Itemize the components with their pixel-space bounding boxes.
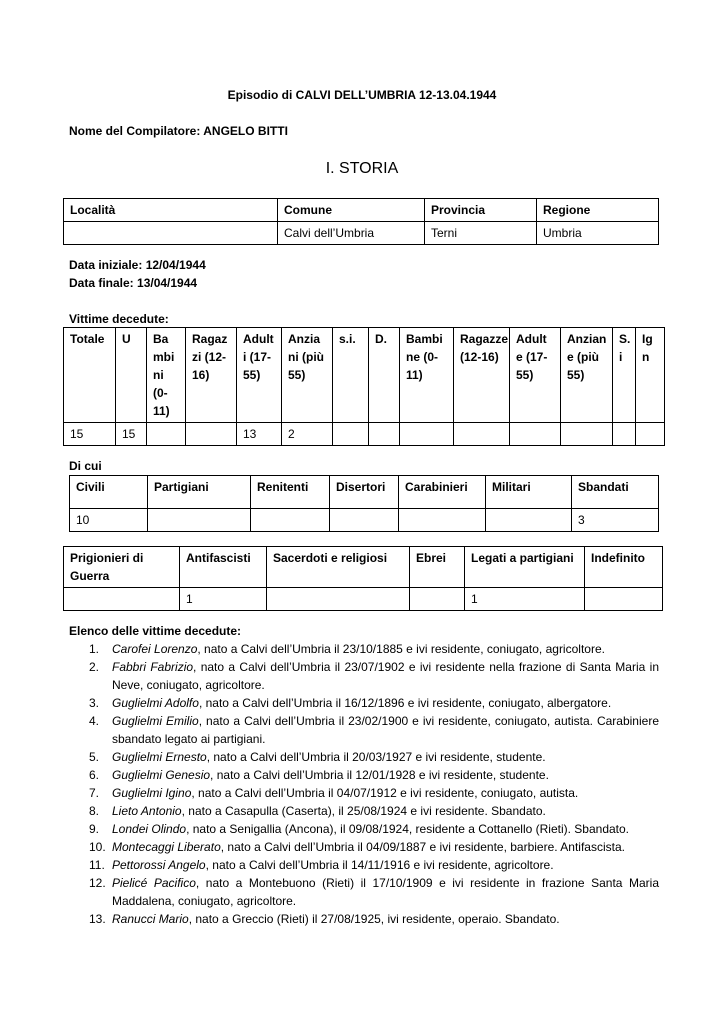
dicui-cell: 3 [572,509,659,532]
list-item [69,766,659,784]
list-item [69,802,659,820]
victim-details: , nato a Calvi dell’Umbria il 16/12/1896 e ivi residente, coniugato, albergatore. [198,696,612,710]
dicui-header-cell: Militari [486,476,572,509]
victims-header-cell: Ragazze (12-16) [454,328,510,423]
list-item-number: 7. [89,786,100,800]
list-item [69,784,659,802]
dicui-cell [486,509,572,532]
victims-header-cell: U [116,328,147,423]
prisoners-cell [267,588,410,611]
victim-name: Lieto Antonio [112,804,182,818]
victims-header-cell: Bambi ne (0- 11) [400,328,454,423]
victims-header-cell: Anzia ni (più 55) [282,328,333,423]
dicui-cell: 10 [70,509,148,532]
victims-cell [186,423,237,446]
location-header-cell: Comune [278,199,425,222]
list-item [69,658,659,694]
victims-table [63,327,665,446]
victims-cell [613,423,636,446]
dicui-cell [148,509,251,532]
victim-name: Guglielmi Ernesto [112,750,207,764]
victims-cell [333,423,369,446]
victims-cell: 15 [116,423,147,446]
victim-name: Guglielmi Emilio [112,714,199,728]
victims-header-cell: Ig n [636,328,665,423]
victim-name: Ranucci Mario [112,912,189,926]
end-date: Data finale: 13/04/1944 [69,276,198,290]
victim-details: , nato a Calvi dell’Umbria il 12/01/1928 e ivi residente, studente. [210,768,549,782]
victims-cell [561,423,613,446]
prisoners-cell: 1 [465,588,585,611]
victim-name: Montecaggi Liberato [112,840,221,854]
list-item-number: 5. [89,750,100,764]
dicui-cell [251,509,330,532]
dicui-label: Di cui [69,459,102,473]
prisoners-header-row [64,547,663,588]
list-item [69,874,659,910]
prisoners-header-cell: Indefinito [585,547,663,588]
list-item [69,748,659,766]
victims-header-cell: Anzian e (più 55) [561,328,613,423]
section-title: I. STORIA [325,160,399,177]
list-item-number: 2. [89,660,100,674]
location-header-cell: Regione [537,199,659,222]
victim-name: Londei Olindo [112,822,187,836]
victim-details: , nato a Calvi dell’Umbria il 04/09/1887 e ivi residente, barbiere. Antifascista. [220,840,625,854]
list-item [69,694,659,712]
victims-header-cell: Adult e (17- 55) [510,328,561,423]
list-item-number: 6. [89,768,100,782]
prisoners-header-cell: Ebrei [410,547,465,588]
location-cell [64,222,278,245]
prisoners-header-cell: Sacerdoti e religiosi [267,547,410,588]
prisoners-header-cell: Antifascisti [180,547,267,588]
list-item-number: 9. [89,822,100,836]
victim-name: Pielicé Pacifico [112,876,196,890]
victims-header-cell: Ba mbi ni (0- 11) [147,328,186,423]
victims-cell: 13 [237,423,282,446]
prisoners-cell [410,588,465,611]
prisoners-header-cell: Prigionieri di Guerra [64,547,180,588]
victims-header-cell: Adult i (17- 55) [237,328,282,423]
prisoners-cell [64,588,180,611]
victims-list-label: Elenco delle vittime decedute: [69,624,242,638]
victim-details: , nato a Calvi dell’Umbria il 23/10/1885 e ivi residente, coniugato, agricoltore. [197,642,605,656]
victims-cell: 15 [64,423,116,446]
victim-details: , nato a Calvi dell’Umbria il 04/07/1912 e ivi residente, coniugato, autista. [191,786,579,800]
victims-header-row [64,328,665,423]
list-item [69,838,659,856]
victims-data-row [64,423,665,446]
location-table [63,198,659,245]
dicui-header-cell: Sbandati [572,476,659,509]
list-item-number: 1. [89,642,100,656]
location-cell: Umbria [537,222,659,245]
list-item [69,856,659,874]
list-item-number: 11. [89,858,105,872]
victims-header-cell: s.i. [333,328,369,423]
victim-name: Guglielmi Adolfo [112,696,199,710]
list-item-number: 8. [89,804,100,818]
victims-cell [400,423,454,446]
victims-cell: 2 [282,423,333,446]
victim-name: Fabbri Fabrizio [112,660,194,674]
victim-details: , nato a Calvi dell’Umbria il 23/02/1900 e ivi residente, coniugato, autista. Carabiniere sbandato legato ai partigiani. [112,714,659,746]
list-item-number: 10. [89,840,106,854]
victims-header-cell: S. i [613,328,636,423]
victims-cell [369,423,400,446]
prisoners-cell: 1 [180,588,267,611]
location-data-row [64,222,659,245]
location-cell: Calvi dell’Umbria [278,222,425,245]
dicui-cell [330,509,399,532]
victims-list [69,640,659,928]
list-item [69,640,659,658]
victims-cell [636,423,665,446]
list-item-number: 12. [89,876,106,890]
victims-cell [147,423,186,446]
dicui-header-cell: Disertori [330,476,399,509]
start-date: Data iniziale: 12/04/1944 [69,258,206,272]
location-header-cell: Località [64,199,278,222]
prisoners-data-row [64,588,663,611]
victim-name: Guglielmi Igino [112,786,192,800]
victim-details: , nato a Calvi dell’Umbria il 23/07/1902 e ivi residente nella frazione di Santa Maria in Neve, coniugato, agricoltore. [112,660,659,692]
victim-details: , nato a Senigallia (Ancona), il 09/08/1924, residente a Cottanello (Rieti). Sbandato. [186,822,630,836]
list-item [69,712,659,748]
victims-header-cell: D. [369,328,400,423]
victim-details: , nato a Casapulla (Caserta), il 25/08/1924 e ivi residente. Sbandato. [181,804,546,818]
dicui-header-cell: Partigiani [148,476,251,509]
dicui-header-cell: Civili [70,476,148,509]
dicui-header-cell: Renitenti [251,476,330,509]
dicui-data-row [70,509,659,532]
victim-name: Guglielmi Genesio [112,768,211,782]
episode-title: Episodio di CALVI DELL’UMBRIA 12-13.04.1944 [227,88,497,102]
compiler-name: Nome del Compilatore: ANGELO BITTI [69,124,288,138]
list-item-number: 3. [89,696,100,710]
victims-cell [510,423,561,446]
victim-details: , nato a Greccio (Rieti) il 27/08/1925, ivi residente, operaio. Sbandato. [188,912,560,926]
victims-header-cell: Totale [64,328,116,423]
location-header-row [64,199,659,222]
victim-details: , nato a Calvi dell’Umbria il 20/03/1927 e ivi residente, studente. [206,750,546,764]
victim-details: , nato a Calvi dell’Umbria il 14/11/1916 e ivi residente, agricoltore. [205,858,554,872]
dicui-cell [399,509,486,532]
location-cell: Terni [425,222,537,245]
dicui-header-row [70,476,659,509]
prisoners-table [63,546,663,611]
victim-name: Pettorossi Angelo [112,858,206,872]
list-item [69,910,659,928]
victims-label: Vittime decedute: [69,312,169,326]
dicui-header-cell: Carabinieri [399,476,486,509]
victim-details: , nato a Montebuono (Rieti) il 17/10/1909 e ivi residente in frazione Santa Maria Maddalena, coniugato, agricoltore. [112,876,659,908]
location-header-cell: Provincia [425,199,537,222]
dicui-table [69,475,659,532]
victims-header-cell: Ragaz zi (12- 16) [186,328,237,423]
list-item-number: 4. [89,714,100,728]
list-item [69,820,659,838]
victims-cell [454,423,510,446]
prisoners-cell [585,588,663,611]
list-item-number: 13. [89,912,106,926]
prisoners-header-cell: Legati a partigiani [465,547,585,588]
victim-name: Carofei Lorenzo [112,642,198,656]
